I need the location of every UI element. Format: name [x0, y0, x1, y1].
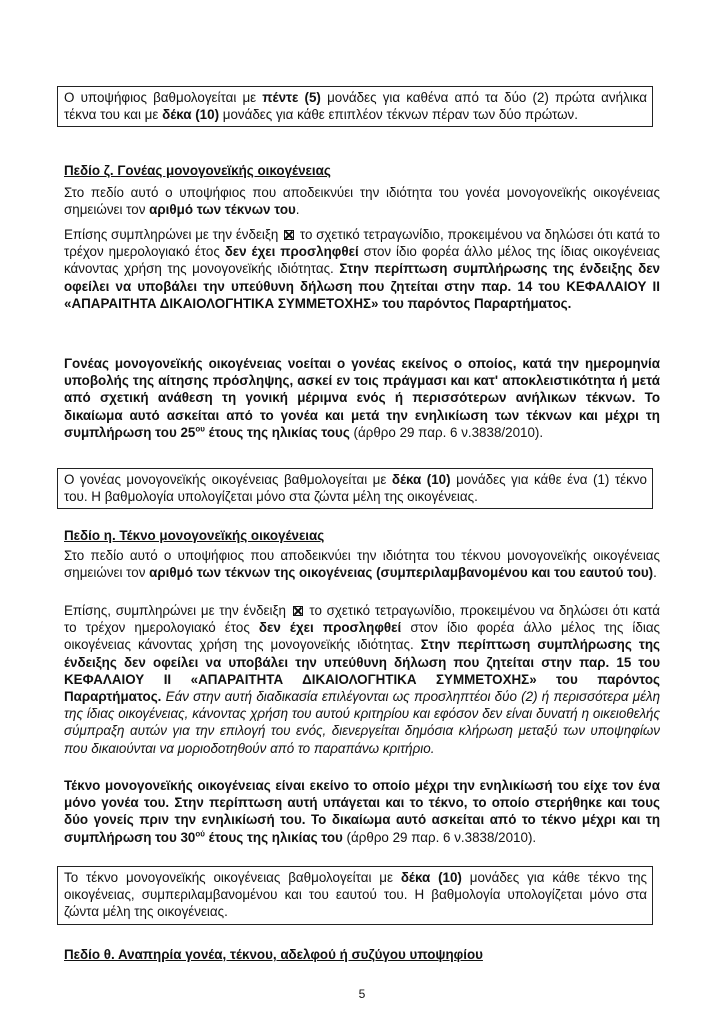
section-z-paragraph-2: Επίσης συμπληρώνει με την ένδειξη το σχετικό τετραγωνίδιο, προκειμένου να δηλώσει ότι κατά το τρέχον ημερολογιακό έτος δεν έχει προσληφθεί στον ίδιο φορέα άλλο μέλος της ίδιας οικογένειας κάνοντας χρήση της μονογονεϊκής ιδιότητας. Στην περίπτωση συμπλήρωσης της ένδειξης δεν οφείλει να υποβάλει την υπεύθυνη δήλωση που ζητείται στην παρ. 14 του ΚΕΦΑΛΑΙΟΥ ΙΙ «ΑΠΑΡΑΙΤΗΤΑ ΔΙΚΑΙΟΛΟΓΗΤΙΚΑ ΣΥΜΜΕΤΟΧΗΣ» του παρόντος Παραρτήματος. [64, 227, 660, 311]
page-number: 5 [358, 987, 366, 1001]
section-heading-h: Πεδίο η. Τέκνο μονογονεϊκής οικογένειας [64, 528, 325, 543]
section-heading-th: Πεδίο θ. Αναπηρία γονέα, τέκνου, αδελφού ή συζύγου υποψηφίου [64, 947, 483, 962]
section-heading-z: Πεδίο ζ. Γονέας μονογονεϊκής οικογένειας [64, 163, 331, 178]
scoring-text: Ο υποψήφιος βαθμολογείται με πέντε (5) μονάδες για καθένα από τα δύο (2) πρώτα ανήλικα τέκνα του και με δέκα (10) μονάδες για κάθε επιπλέον τέκνων πέραν των δύο πρώτων. [64, 90, 647, 123]
section-h-paragraph-2: Επίσης, συμπληρώνει με την ένδειξη το σχετικό τετραγωνίδιο, προκειμένου να δηλώσει ότι κατά το τρέχον ημερολογιακό έτος δεν έχει προσληφθεί στον ίδιο φορέα άλλο μέλος της ίδιας οικογένειας κάνοντας χρήση της μονογονεϊκής ιδιότητας. Στην περίπτωση συμπλήρωσης της ένδειξης δεν οφείλει να υποβάλει την υπεύθυνη δήλωση που ζητείται στην παρ. 15 του ΚΕΦΑΛΑΙΟΥ ΙΙ «ΑΠΑΡΑΙΤΗΤΑ ΔΙΚΑΙΟΛΟΓΗΤΙΚΑ ΣΥΜΜΕΤΟΧΗΣ» του παρόντος Παραρτήματος. Εάν στην αυτή διαδικασία επιλέγονται ως προσληπτέοι δύο (2) ή περισσότερα μέλη της ίδιας οικογένειας, κάνοντας χρήση του αυτού κριτηρίου και εφόσον δεν είναι δυνατή η οικειοθελής σύμπραξη αυτών για την επιλογή του ενός, διενεργείται δημόσια κλήρωση μεταξύ των υποψηφίων που δικαιούνται να μοριοδοτηθούν από το παραπάνω κριτήριο. [64, 603, 661, 756]
scoring-box-children [57, 86, 653, 127]
section-z-definition: Γονέας μονογονεϊκής οικογένειας νοείται ο γονέας εκείνος ο οποίος, κατά την ημερομηνία υποβολής της αίτησης πρόσληψης, ασκεί εν τοις πράγμασι και κατ' αποκλειστικότητα ή μετά από σχετική ανάθεση τη γονική μέριμνα ενός ή περισσότερων ανήλικων τέκνων. Το δικαίωμα αυτό ασκείται από το γονέα και μετά την ενηλικίωση των τέκνων και μέχρι τη συμπλήρωση του $25^{o\upsilon}$ έτους της ηλικίας τους (άρθρο 29 παρ. 6 ν.3838/2010). [64, 356, 660, 440]
checked-box-icon [293, 606, 303, 616]
section-h-paragraph-1: Στο πεδίο αυτό ο υποψήφιος που αποδεικνύει την ιδιότητα του τέκνου μονογονεϊκής οικογένειας σημειώνει τον αριθμό των τέκνων της οικογένειας (συμπεριλαμβανομένου και του εαυτού του). [64, 548, 660, 581]
checked-box-icon [284, 230, 294, 240]
scoring-box-single-parent: Ο γονέας μονογονεϊκής οικογένειας βαθμολογείται με δέκα (10) μονάδες για κάθε ένα (1) τέκνο του. Η βαθμολογία υπολογίζεται μόνο στα ζώντα μέλη της οικογένειας. [57, 468, 653, 509]
section-z-paragraph-1: Στο πεδίο αυτό ο υποψήφιος που αποδεικνύει την ιδιότητα του γονέα μονογονεϊκής οικογένειας σημειώνει τον αριθμό των τέκνων του. [64, 185, 660, 218]
section-h-definition: Τέκνο μονογονεϊκής οικογένειας είναι εκείνο το οποίο μέχρι την ενηλικίωσή του είχε τον ένα μόνο γονέα του. Στην περίπτωση αυτή υπάγεται και το τέκνο, το οποίο στερήθηκε και τους δύο γονείς πριν την ενηλικίωσή του. Το δικαίωμα αυτό ασκείται από το τέκνο μέχρι και τη συμπλήρωση του $30^{oύ}$ έτους της ηλικίας του (άρθρο 29 παρ. 6 ν.3838/2010). [64, 778, 660, 845]
scoring-box-child-of-single-parent: Το τέκνο μονογονεϊκής οικογένειας βαθμολογείται με δέκα (10) μονάδες για κάθε τέκνο της οικογένειας, συμπεριλαμβανομένου και του εαυτού του. Η βαθμολογία υπολογίζεται μόνο στα ζώντα μέλη της οικογένειας. [57, 866, 653, 925]
